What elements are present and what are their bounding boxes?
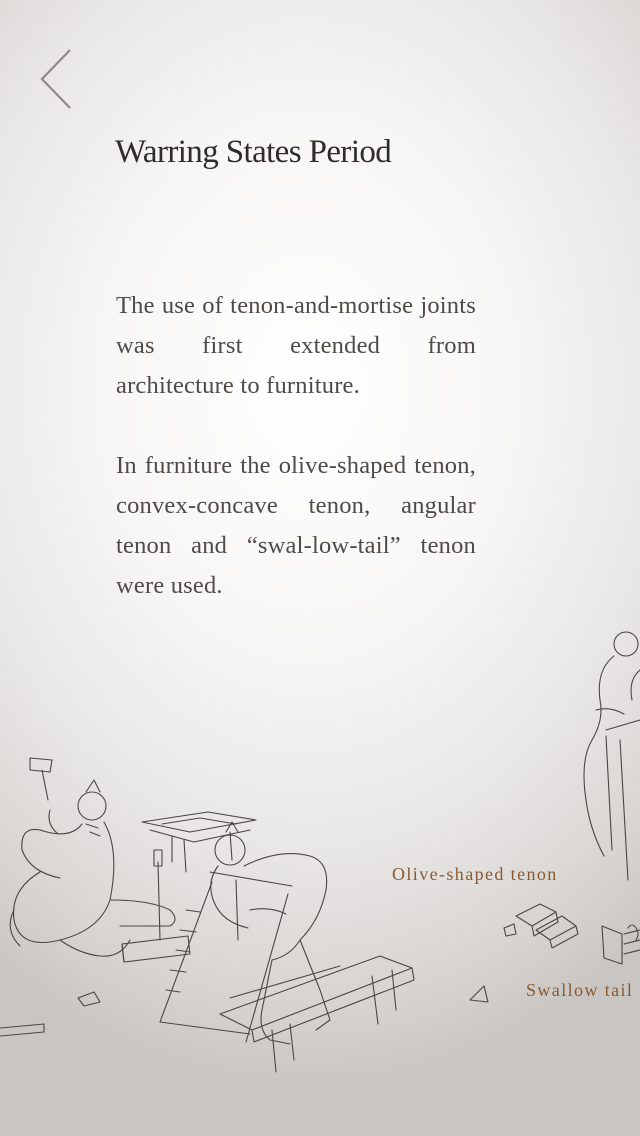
paragraph-1: The use of tenon-and-mortise joints was first extended from architecture to furniture. [116, 292, 476, 399]
label-olive-shaped-tenon[interactable]: Olive-shaped tenon [392, 864, 558, 884]
craftsman-standing-figure [584, 632, 640, 880]
tenon-pieces [504, 904, 640, 964]
body-text [116, 286, 476, 646]
paragraph-2: In furniture the olive-shaped tenon, convex-concave tenon, angular tenon and “swal-low-tail” tenon were used. [116, 452, 476, 599]
chevron-left-icon [30, 44, 80, 114]
work-bench [220, 956, 414, 1072]
craftsman-hammer-figure [10, 758, 175, 956]
page-title: Warring States Period [115, 134, 392, 170]
chisel-block [122, 850, 190, 962]
background-table [142, 812, 256, 872]
back-button[interactable] [30, 44, 80, 114]
label-swallow-tail[interactable]: Swallow tail [526, 980, 634, 1000]
